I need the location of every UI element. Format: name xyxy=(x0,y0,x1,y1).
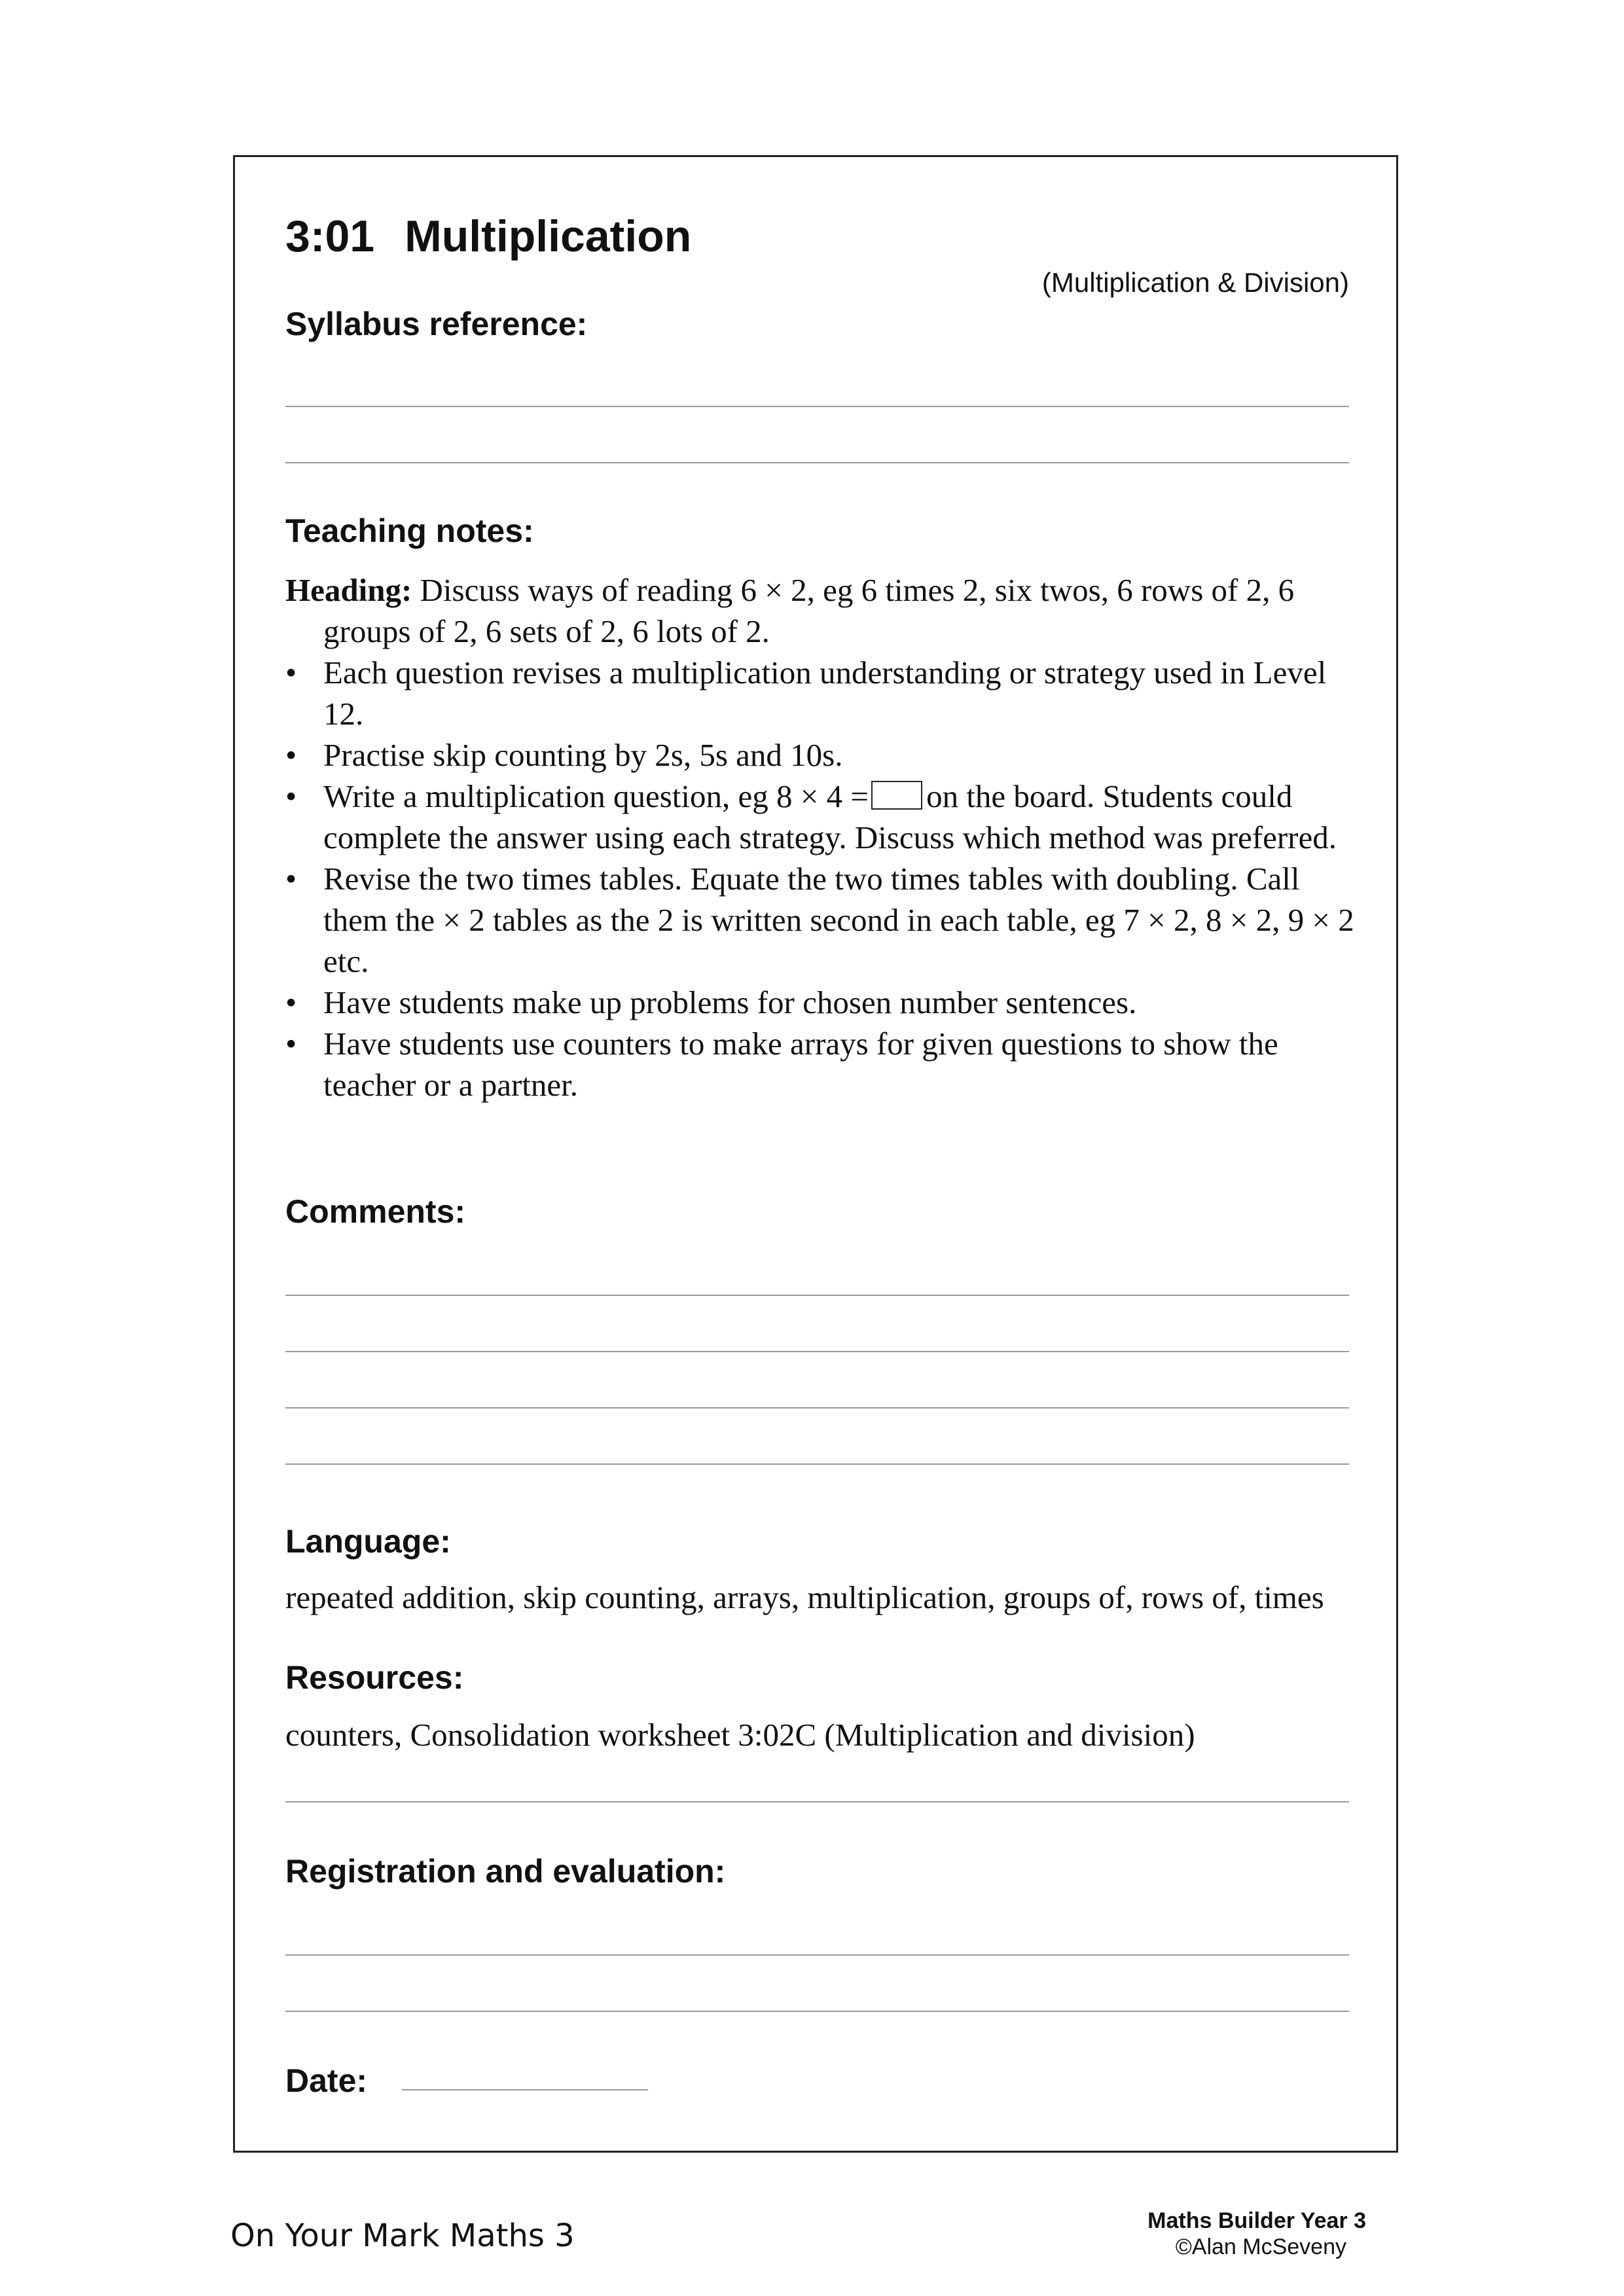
list-item xyxy=(285,858,1359,982)
syllabus-line-1 xyxy=(285,406,1349,407)
resources-heading: Resources: xyxy=(285,1659,464,1696)
date-field-line xyxy=(402,2089,648,2090)
registration-line-2 xyxy=(285,2011,1349,2012)
list-item xyxy=(285,652,1359,734)
list-item-text: on the board. Students could complete the answer using each strategy. Discuss which method was preferred. xyxy=(323,778,1337,855)
bullet: • xyxy=(285,1026,297,1062)
page-title xyxy=(285,211,691,262)
teaching-notes xyxy=(285,569,1359,1105)
comments-heading: Comments: xyxy=(285,1193,466,1230)
registration-line-1 xyxy=(285,1954,1349,1956)
list-item-text: Have students make up problems for chosen number sentences. xyxy=(323,984,1137,1020)
list-item-text: Revise the two times tables. Equate the two times tables with doubling. Call them the × 2 tables as the 2 is written second in each table, eg 7 × 2, 8 × 2, 9 × 2 etc. xyxy=(323,861,1354,979)
comments-line-3 xyxy=(285,1407,1349,1408)
notes-heading-label: Heading: xyxy=(285,572,412,608)
bullet: • xyxy=(285,861,297,897)
notes-heading-paragraph xyxy=(285,569,1359,652)
list-item xyxy=(285,1023,1359,1105)
resources-text: counters, Consolidation worksheet 3:02C (Multiplication and division) xyxy=(285,1717,1195,1753)
syllabus-line-2 xyxy=(285,462,1349,463)
list-item-text: Write a multiplication question, eg 8 × 4 = xyxy=(323,778,869,814)
strand-label: (Multiplication & Division) xyxy=(1041,267,1349,298)
teaching-notes-heading: Teaching notes: xyxy=(285,512,534,549)
comments-line-4 xyxy=(285,1463,1349,1465)
answer-box xyxy=(871,781,922,810)
list-item-text: Each question revises a multiplication understanding or strategy used in Level 12. xyxy=(323,655,1327,732)
list-item xyxy=(285,776,1359,858)
bullet: • xyxy=(285,984,297,1020)
notes-heading-text: Discuss ways of reading 6 × 2, eg 6 times 2, six twos, 6 rows of 2, 6 groups of 2, 6 sets of 2, 6 lots of 2. xyxy=(323,572,1295,649)
footer-book-title: Maths Builder Year 3 xyxy=(1147,2208,1366,2233)
list-item-text: Have students use counters to make arrays for given questions to show the teacher or a partner. xyxy=(323,1026,1278,1103)
footer-copyright: ©Alan McSeveny xyxy=(1175,2234,1346,2259)
lesson-title: Multiplication xyxy=(405,211,692,261)
list-item xyxy=(285,734,1359,776)
comments-line-1 xyxy=(285,1295,1349,1296)
lesson-number: 3:01 xyxy=(285,211,375,261)
bullet: • xyxy=(285,655,297,691)
registration-heading: Registration and evaluation: xyxy=(285,1853,726,1890)
date-label: Date: xyxy=(285,2062,368,2099)
list-item-text: Practise skip counting by 2s, 5s and 10s. xyxy=(323,737,843,773)
notes-list xyxy=(285,652,1359,1105)
footer-series-title: On Your Mark Maths 3 xyxy=(230,2217,575,2254)
language-heading: Language: xyxy=(285,1523,451,1560)
syllabus-heading: Syllabus reference: xyxy=(285,306,588,342)
bullet: • xyxy=(285,778,297,814)
comments-line-2 xyxy=(285,1351,1349,1352)
language-text: repeated addition, skip counting, arrays, multiplication, groups of, rows of, times xyxy=(285,1579,1324,1615)
list-item xyxy=(285,982,1359,1023)
resources-line xyxy=(285,1801,1349,1803)
bullet: • xyxy=(285,737,297,773)
